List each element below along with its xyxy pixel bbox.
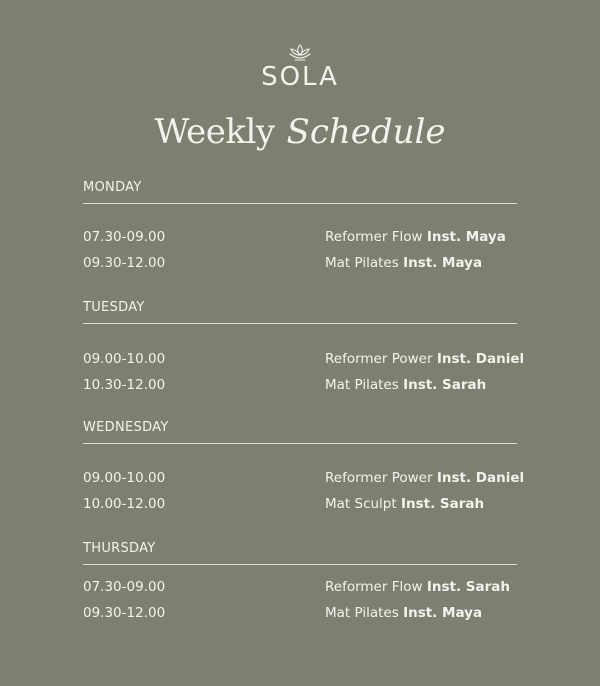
- title-word-schedule: Schedule: [286, 112, 446, 152]
- class-name: Reformer Power: [325, 470, 433, 486]
- session-class: [325, 377, 486, 393]
- lotus-icon: [286, 42, 314, 62]
- day-section-thursday: [83, 540, 517, 621]
- instructor-name: Inst. Daniel: [436, 470, 525, 486]
- day-name: WEDNESDAY: [83, 420, 169, 435]
- session-time: 09.30-12.00: [83, 255, 166, 271]
- session-row: [83, 496, 517, 516]
- day-name: THURSDAY: [83, 541, 156, 556]
- session-row: [83, 377, 517, 397]
- class-name: Reformer Flow: [325, 229, 423, 245]
- instructor-name: Inst. Daniel: [436, 351, 525, 367]
- session-row: [83, 470, 525, 490]
- day-divider: [83, 443, 517, 444]
- instructor-name: Inst. Maya: [403, 605, 483, 621]
- instructor-name: Inst. Maya: [403, 255, 483, 271]
- session-class: [325, 351, 524, 367]
- session-time: 09.00-10.00: [83, 470, 166, 486]
- session-row: [83, 351, 525, 371]
- day-name: TUESDAY: [83, 300, 145, 315]
- day-section-wednesday: [83, 419, 525, 512]
- class-name: Reformer Power: [325, 351, 433, 367]
- day-divider: [83, 564, 517, 565]
- day-divider: [83, 323, 517, 324]
- session-class: [325, 496, 484, 512]
- instructor-name: Inst. Sarah: [426, 579, 510, 595]
- session-time: 10.00-12.00: [83, 496, 166, 512]
- session-row: [83, 229, 517, 249]
- instructor-name: Inst. Sarah: [403, 377, 487, 393]
- session-class: [325, 229, 506, 245]
- session-time: 09.30-12.00: [83, 605, 166, 621]
- day-divider: [83, 203, 517, 204]
- session-time: 07.30-09.00: [83, 579, 166, 595]
- class-name: Reformer Flow: [325, 579, 423, 595]
- session-class: [325, 605, 482, 621]
- day-section-monday: [83, 179, 517, 271]
- class-name: Mat Pilates: [325, 377, 399, 393]
- session-row: [83, 605, 517, 625]
- session-class: [325, 579, 510, 595]
- instructor-name: Inst. Sarah: [400, 496, 485, 512]
- session-time: 07.30-09.00: [83, 229, 166, 245]
- session-time: 10.30-12.00: [83, 377, 166, 393]
- class-name: Mat Pilates: [325, 605, 399, 621]
- session-row: [83, 255, 517, 275]
- class-name: Mat Pilates: [325, 255, 399, 271]
- session-class: [325, 470, 524, 486]
- session-class: [325, 255, 482, 271]
- class-name: Mat Sculpt: [325, 496, 397, 512]
- session-row: [83, 579, 517, 599]
- instructor-name: Inst. Maya: [426, 229, 506, 245]
- day-section-tuesday: [83, 299, 525, 393]
- session-time: 09.00-10.00: [83, 351, 166, 367]
- title-word-weekly: Weekly: [154, 112, 275, 152]
- day-name: MONDAY: [83, 180, 142, 195]
- page-title: [0, 112, 600, 152]
- brand-wordmark: SOLA: [261, 62, 339, 92]
